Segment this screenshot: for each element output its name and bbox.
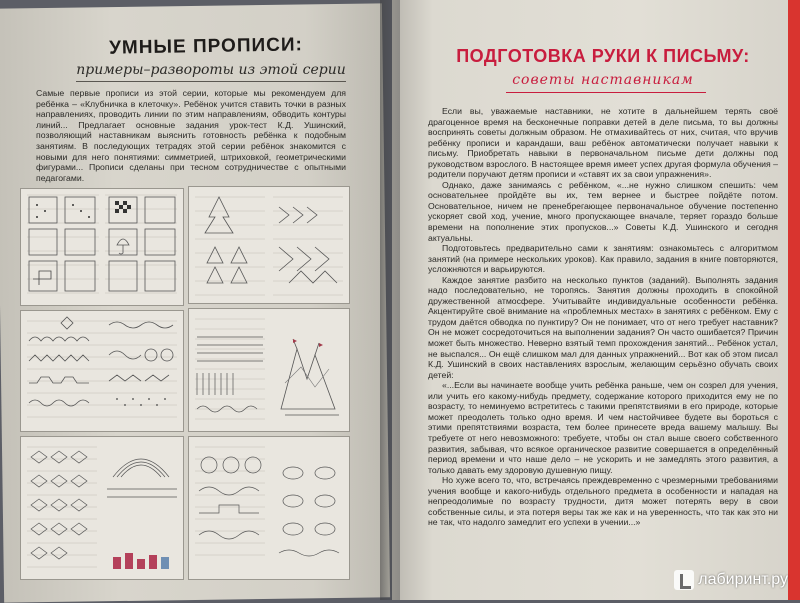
article-paragraph: Если вы, уважаемые наставники, не хотите в дальнейшем терять своё драгоценное время на бесконечные поправки детей в деле письма, то вы должны воспринять советы должным образом. Не отмахивайтесь от них, считая, что вручив ребёнку прописи и карандаши, ваш ребёнок автоматически получает навыки к письму. Приобретать навыки в первоначальном письме дети должны под руководством взрослого. В настоящее время имеет успех другая формула обучения – родители поручают детям прописи и «ставят их за свои упражнения».	[428, 106, 778, 180]
left-page-subtitle: примеры–развороты из этой серии	[76, 62, 346, 78]
labyrinth-logo-icon	[674, 570, 694, 590]
article-paragraph: «...Если вы начинаете вообще учить ребёнка раньше, чем он созрел для учения, или учить его какому-нибудь предмету, содержание которого приходится ему не по возрасту, то неминуемо встретитесь с такими препятствиями в его природе, которые может преодолеть только одно время. И чем настойчивее будете вы бороться с этими препятствиями возраста, тем более принесете вреда вашему малышу. Вы требуете от него невозможного: требуете, чтобы он стал выше своего собственного развития, забывая, что всякое органическое развитие совершается в определённый период времени и что наше дело – не ускорить и не замедлять этого развития, а только давать ему здоровую душевную пищу.	[428, 380, 778, 475]
article-paragraph: Каждое занятие разбито на несколько пунктов (заданий). Выполнять задания надо последовательно, не торопясь. Занятия должны проходить в спокойной дружественной атмосфере. Учитывайте индивидуальные особенности ребёнка. Акцентируйте своё внимание на «проблемных местах» в занятиях с ребёнком. Ему с трудом даётся обводка по пунктиру? Он не понимает, что от него требует наставник? Он не может сосредоточиться на выполнении задания? Он часто ошибается? Причин может быть множество. Неверно взятый темп прохождения занятий... Ребёнок устал, не выспался... Он ещё слишком мал для данных упражнений... Вот как об этом писал К.Д. Ушинский в своих наставлениях взрослым, желающим серьёзно обучать своих детей:	[428, 274, 778, 380]
spread-thumbnail-6	[188, 436, 350, 580]
left-page-intro: Самые первые прописи из этой серии, которые мы рекомендуем для ребёнка – «Клубничка в клеточку». Ребёнок учится ставить точки в разных направлениях, проводить линии по этим направлениям, обводить контуры линий... Предлагает основные задания урок-тест К.Д. Ушинский, позволяющий наставникам выяснить готовность ребёнка к подобным занятиям. В последующих тетрадях этой серии ребёнок знакомится с новыми для него понятиями: симметрией, штриховкой, геометрическими фигурами... Прописи сделаны при тесном сотрудничестве с опытными педагогами.	[36, 88, 346, 183]
spread-thumbnail-1	[20, 188, 184, 306]
red-page-edge	[788, 0, 800, 600]
right-page-title: ПОДГОТОВКА РУКИ К ПИСЬМУ:	[456, 46, 750, 66]
left-page-title: УМНЫЕ ПРОПИСИ:	[108, 34, 304, 59]
watermark-text: лабиринт.ру	[698, 571, 788, 588]
article-paragraph: Подготовьтесь предварительно сами к занятиям: ознакомьтесь с алгоритмом занятий (на примере нескольких уроков). Как правило, задания в книге повторяются, усложняются и варьируются.	[428, 243, 778, 275]
spread-thumbnail-5	[20, 436, 184, 580]
subtitle-underline-right	[506, 92, 706, 93]
site-watermark	[674, 570, 788, 590]
subtitle-underline	[76, 81, 346, 82]
spread-thumbnail-3	[20, 310, 184, 432]
article-body	[428, 106, 778, 528]
article-paragraph: Но хуже всего то, что, встречаясь преждевременно с чрезмерными требованиями учения вообще и какого-нибудь отдельного предмета в особенности и нападая на непреодолимые по возрасту трудности, дитя может потерять веру в свои собственные силы, и эта потеря веры так же как и на уверенность, что так как это ни не так, что надолго замедлит его успехи в учении...»	[428, 475, 778, 528]
right-page-subtitle: советы наставникам	[512, 72, 694, 88]
spread-thumbnail-2	[188, 186, 350, 304]
book-spine	[380, 0, 400, 600]
spread-thumbnail-4	[188, 308, 350, 432]
article-paragraph: Однако, даже занимаясь с ребёнком, «...не нужно слишком спешить: чем основательнее пройдёте вы их, тем вернее и быстрее пойдёте потом. Основательное, ничем не пренебрегающее первоначальное обучение постепенно ускоряет свой ход, учение, много пропускающее вначале, теряет гораздо больше времени на пополнение этих пропусков...» Советы К.Д. Ушинского и сегодня актуальны.	[428, 179, 778, 243]
